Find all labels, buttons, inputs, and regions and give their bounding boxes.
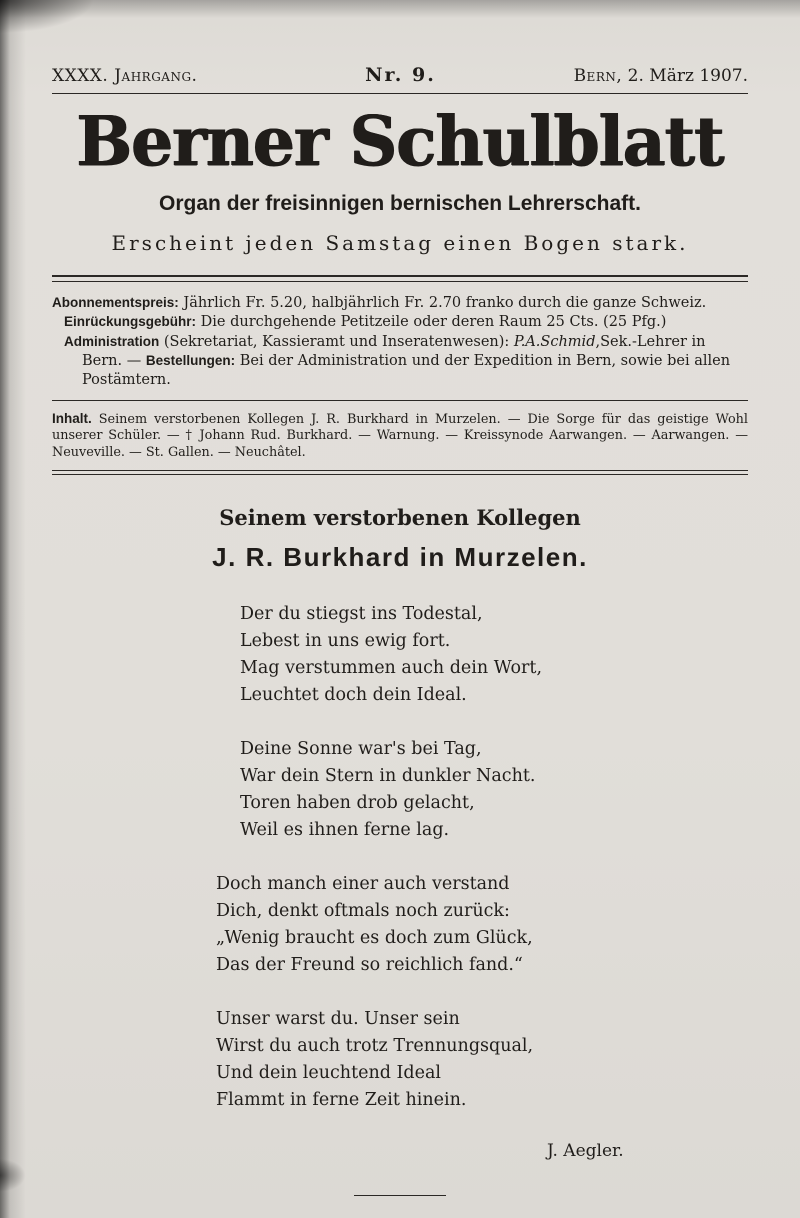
administration-label: Administration	[64, 333, 160, 349]
administration-text2: ,Sek.-Lehrer in Bern. —	[82, 333, 706, 369]
bestellungen-text: Bei der Administration und der Expedition in Bern, sowie bei allen Postämtern.	[82, 353, 731, 389]
dateline	[574, 66, 748, 86]
masthead-divider	[52, 275, 748, 282]
newspaper-title: Berner Schulblatt	[76, 102, 724, 182]
volume-label: XXXX. Jahrgang.	[52, 66, 198, 86]
imprint-administration	[52, 333, 748, 391]
poem-line: Dich, denkt oftmals noch zurück:	[216, 901, 510, 922]
imprint-einrueckung	[52, 313, 748, 332]
inhalt-text: Seinem verstorbenen Kollegen J. R. Burkhard in Murzelen. — Die Sorge für das geistige Wohl unserer Schüler. — † Johann Rud. Burkhard. — Warnung. — Kreissynode Aarwangen. — Aarwangen. — Neuveville. — St. Gallen. — Neuchâtel.	[52, 411, 748, 461]
poem-line: Leuchtet doch dein Ideal.	[240, 685, 467, 706]
poem-line: Flammt in ferne Zeit hinein.	[216, 1090, 467, 1111]
imprint-block	[52, 294, 748, 390]
poem-stanza-1	[240, 601, 748, 709]
header-rule	[52, 93, 748, 94]
poem-line: Weil es ihnen ferne lag.	[240, 820, 450, 841]
poem-line: Mag verstummen auch dein Wort,	[240, 658, 543, 679]
einrueckung-label: Einrückungsgebühr:	[64, 314, 197, 330]
administration-text: (Sekretariat, Kassieramt und Inseratenwesen):	[159, 333, 514, 350]
poem-line: Das der Freund so reichlich fand.“	[216, 955, 523, 976]
article-heading-line1: Seinem verstorbenen Kollegen	[219, 505, 581, 531]
bestellungen-label: Bestellungen:	[145, 353, 236, 368]
poem	[216, 601, 748, 1114]
poem-stanza-4	[216, 1006, 748, 1114]
issue-info-row	[52, 0, 748, 86]
abonnement-text: Jährlich Fr. 5.20, halbjährlich Fr. 2.70 franko durch die ganze Schweiz.	[178, 295, 707, 312]
abonnement-label: Abonnementspreis:	[52, 295, 179, 311]
article-heading-line2: J. R. Burkhard in Murzelen.	[212, 542, 588, 573]
poem-line: Toren haben drob gelacht,	[240, 793, 475, 814]
inhalt-block	[52, 410, 748, 463]
inhalt-paragraph	[52, 410, 748, 463]
inhalt-divider	[52, 470, 748, 475]
poem-line: Unser warst du. Unser sein	[216, 1009, 460, 1030]
poem-line: War dein Stern in dunkler Nacht.	[240, 766, 536, 787]
poem-line: Der du stiegst ins Todestal,	[240, 604, 483, 625]
inhalt-label: Inhalt.	[52, 410, 92, 426]
einrueckung-text: Die durchgehende Petitzeile oder deren Raum 25 Cts. (25 Pfg.)	[196, 314, 667, 331]
administration-name: P.A.Schmid	[513, 333, 596, 350]
dateline-date: 2. März 1907.	[622, 66, 748, 86]
obituary-article	[52, 505, 748, 1161]
poem-line: Doch manch einer auch verstand	[216, 874, 510, 895]
publication-frequency: Erscheint jeden Samstag einen Bogen stark.	[111, 231, 689, 256]
poem-line: Und dein leuchtend Ideal	[216, 1063, 441, 1084]
issue-number: Nr. 9.	[365, 64, 436, 86]
masthead	[52, 0, 748, 255]
imprint-abonnement	[52, 294, 748, 313]
poem-line: Lebest in uns ewig fort.	[240, 631, 451, 652]
imprint-divider	[52, 400, 748, 401]
poem-line: „Wenig braucht es doch zum Glück,	[216, 928, 533, 949]
poem-line: Wirst du auch trotz Trennungsqual,	[216, 1036, 534, 1057]
poem-line: Deine Sonne war's bei Tag,	[240, 739, 482, 760]
section-end-rule	[354, 1195, 446, 1196]
author-signature: J. Aegler.	[547, 1141, 624, 1162]
poem-stanza-3	[216, 871, 748, 979]
dateline-place: Bern,	[573, 66, 623, 86]
newspaper-subtitle: Organ der freisinnigen bernischen Lehrerschaft.	[159, 192, 641, 216]
poem-stanza-2	[240, 736, 748, 844]
